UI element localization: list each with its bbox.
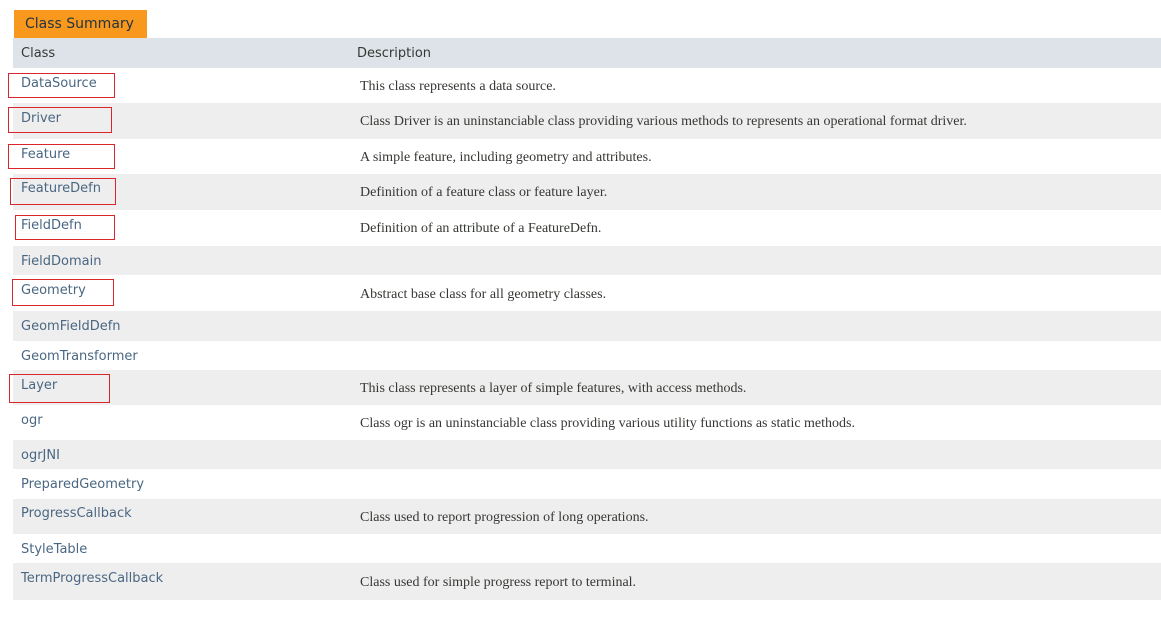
description-column-header xyxy=(353,38,1161,68)
table-row xyxy=(13,563,1161,600)
class-link-progresscallback[interactable]: ProgressCallback xyxy=(21,506,132,521)
table-row xyxy=(13,440,1161,469)
class-description: Class ogr is an uninstanciable class providing various utility functions as static methods. xyxy=(360,416,855,431)
class-link-geometry[interactable]: Geometry xyxy=(21,283,86,298)
class-link-datasource[interactable]: DataSource xyxy=(21,76,97,91)
table-row xyxy=(13,275,1161,311)
class-description: Class Driver is an uninstanciable class providing various methods to represents an operational format driver. xyxy=(360,114,967,129)
table-row xyxy=(13,311,1161,341)
class-link-termprogresscallback[interactable]: TermProgressCallback xyxy=(21,571,164,586)
table-row xyxy=(13,370,1161,405)
class-link-ogrjni[interactable]: ogrJNI xyxy=(21,448,60,463)
class-summary-table xyxy=(13,38,1161,600)
description-header-label: Description xyxy=(357,46,432,61)
class-link-preparedgeometry[interactable]: PreparedGeometry xyxy=(21,477,145,492)
class-link-ogr[interactable]: ogr xyxy=(21,413,43,428)
class-link-geomtransformer[interactable]: GeomTransformer xyxy=(21,349,138,364)
table-row xyxy=(13,210,1161,246)
class-link-styletable[interactable]: StyleTable xyxy=(21,542,88,557)
table-row xyxy=(13,534,1161,563)
table-row xyxy=(13,139,1161,174)
class-description: Definition of a feature class or feature layer. xyxy=(360,185,608,200)
class-header-label: Class xyxy=(21,46,56,61)
table-row xyxy=(13,469,1161,499)
table-header-row xyxy=(13,38,1161,68)
class-link-featuredefn[interactable]: FeatureDefn xyxy=(21,181,101,196)
table-row xyxy=(13,68,1161,103)
table-row xyxy=(13,246,1161,275)
class-link-fielddomain[interactable]: FieldDomain xyxy=(21,254,102,269)
class-column-header xyxy=(13,38,353,68)
table-row xyxy=(13,103,1161,139)
class-description: Abstract base class for all geometry classes. xyxy=(360,287,607,302)
class-description: This class represents a data source. xyxy=(360,79,556,94)
class-description: Class used for simple progress report to terminal. xyxy=(360,575,637,590)
class-description: This class represents a layer of simple features, with access methods. xyxy=(360,381,747,396)
class-link-geomfielddefn[interactable]: GeomFieldDefn xyxy=(21,319,121,334)
class-description: Definition of an attribute of a FeatureDefn. xyxy=(360,221,602,236)
class-description: A simple feature, including geometry and attributes. xyxy=(360,150,652,165)
class-link-fielddefn[interactable]: FieldDefn xyxy=(21,218,82,233)
class-link-driver[interactable]: Driver xyxy=(21,111,62,126)
class-description: Class used to report progression of long operations. xyxy=(360,510,649,525)
class-summary-caption: Class Summary xyxy=(14,10,147,38)
table-row xyxy=(13,405,1161,440)
table-row xyxy=(13,341,1161,370)
table-row xyxy=(13,499,1161,534)
table-row xyxy=(13,174,1161,210)
class-link-layer[interactable]: Layer xyxy=(21,378,58,393)
class-link-feature[interactable]: Feature xyxy=(21,147,71,162)
